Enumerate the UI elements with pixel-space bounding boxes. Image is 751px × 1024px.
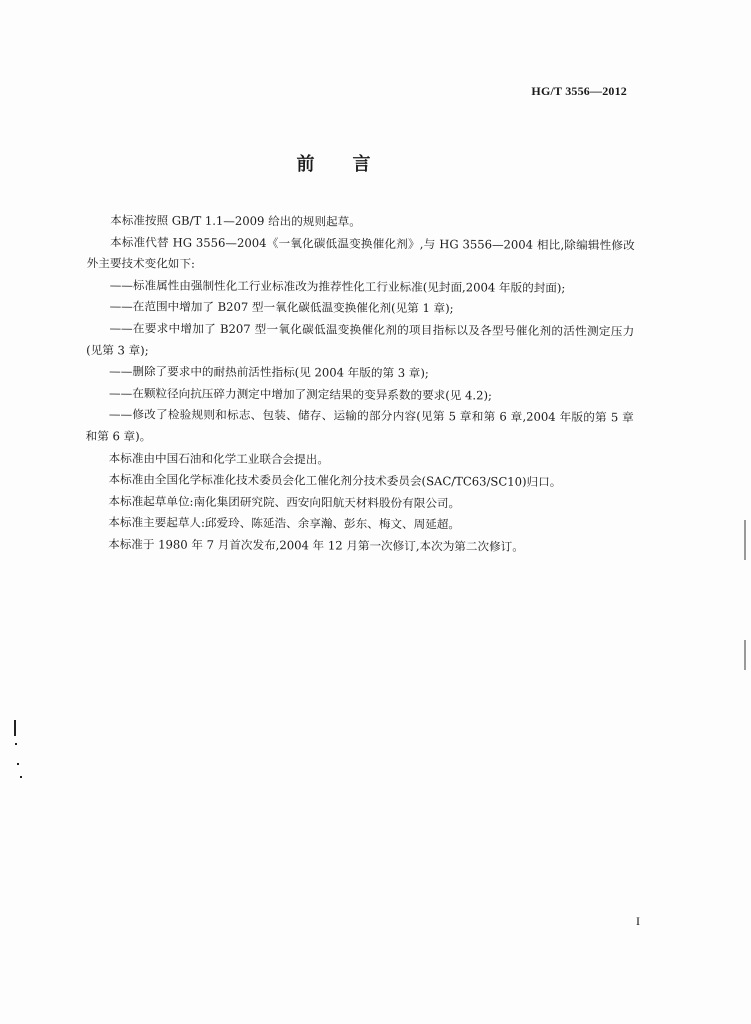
foreword-body bbox=[85, 210, 635, 559]
paragraph-proposed-by: 本标准由中国石油和化学工业联合会提出。 bbox=[108, 450, 330, 467]
change-item-requirements: ——在要求中增加了 B207 型一氧化碳低温变换催化剂的项目指标以及各型号催化剂的活性测定压力(见第 3 章); bbox=[86, 321, 635, 357]
paragraph-drafters: 本标准主要起草人:邱爱玲、陈延浩、余享瀚、彭东、梅文、周延超。 bbox=[108, 515, 461, 532]
scan-mark bbox=[17, 763, 19, 765]
paragraph-history: 本标准于 1980 年 7 月首次发布,2004 年 12 月第一次修订,本次为第二次修订。 bbox=[108, 537, 524, 554]
scan-edge-mark bbox=[744, 520, 746, 560]
scan-mark bbox=[14, 720, 16, 736]
change-item-inspection-rules: ——修改了检验规则和标志、包装、储存、运输的部分内容(见第 5 章和第 6 章,2004 年版的第 5 章和第 6 章)。 bbox=[85, 407, 634, 444]
paragraph-drafting-units: 本标准起草单位:南化集团研究院、西安向阳航天材料股份有限公司。 bbox=[108, 493, 461, 511]
paragraph-drafting-rule: 本标准按照 GB/T 1.1—2009 给出的规则起草。 bbox=[110, 213, 361, 229]
scan-mark bbox=[20, 776, 22, 778]
scan-mark bbox=[15, 743, 17, 745]
change-item-scope: ——在范围中增加了 B207 型一氧化碳低温变换催化剂(见第 1 章); bbox=[109, 299, 454, 316]
change-item-crush-strength: ——在颗粒径向抗压碎力测定中增加了测定结果的变异系数的要求(见 4.2); bbox=[109, 385, 492, 403]
standard-code: HG/T 3556—2012 bbox=[531, 84, 627, 98]
scan-edge-mark bbox=[744, 640, 746, 670]
paragraph-administered-by: 本标准由全国化学标准化技术委员会化工催化剂分技术委员会(SAC/TC63/SC10)归口。 bbox=[108, 472, 562, 490]
change-item-deleted-activity: ——删除了要求中的耐热前活性指标(见 2004 年版的第 3 章); bbox=[109, 364, 429, 381]
page-number: I bbox=[636, 914, 640, 928]
page-title: 前言 bbox=[296, 154, 409, 175]
change-item-standard-attribute: ——标准属性由强制性化工行业标准改为推荐性化工行业标准(见封面,2004 年版的封面); bbox=[109, 277, 566, 295]
paragraph-replacement: 本标准代替 HG 3556—2004《一氧化碳低温变换催化剂》,与 HG 3556—2004 相比,除编辑性修改外主要技术变化如下: bbox=[86, 234, 635, 271]
